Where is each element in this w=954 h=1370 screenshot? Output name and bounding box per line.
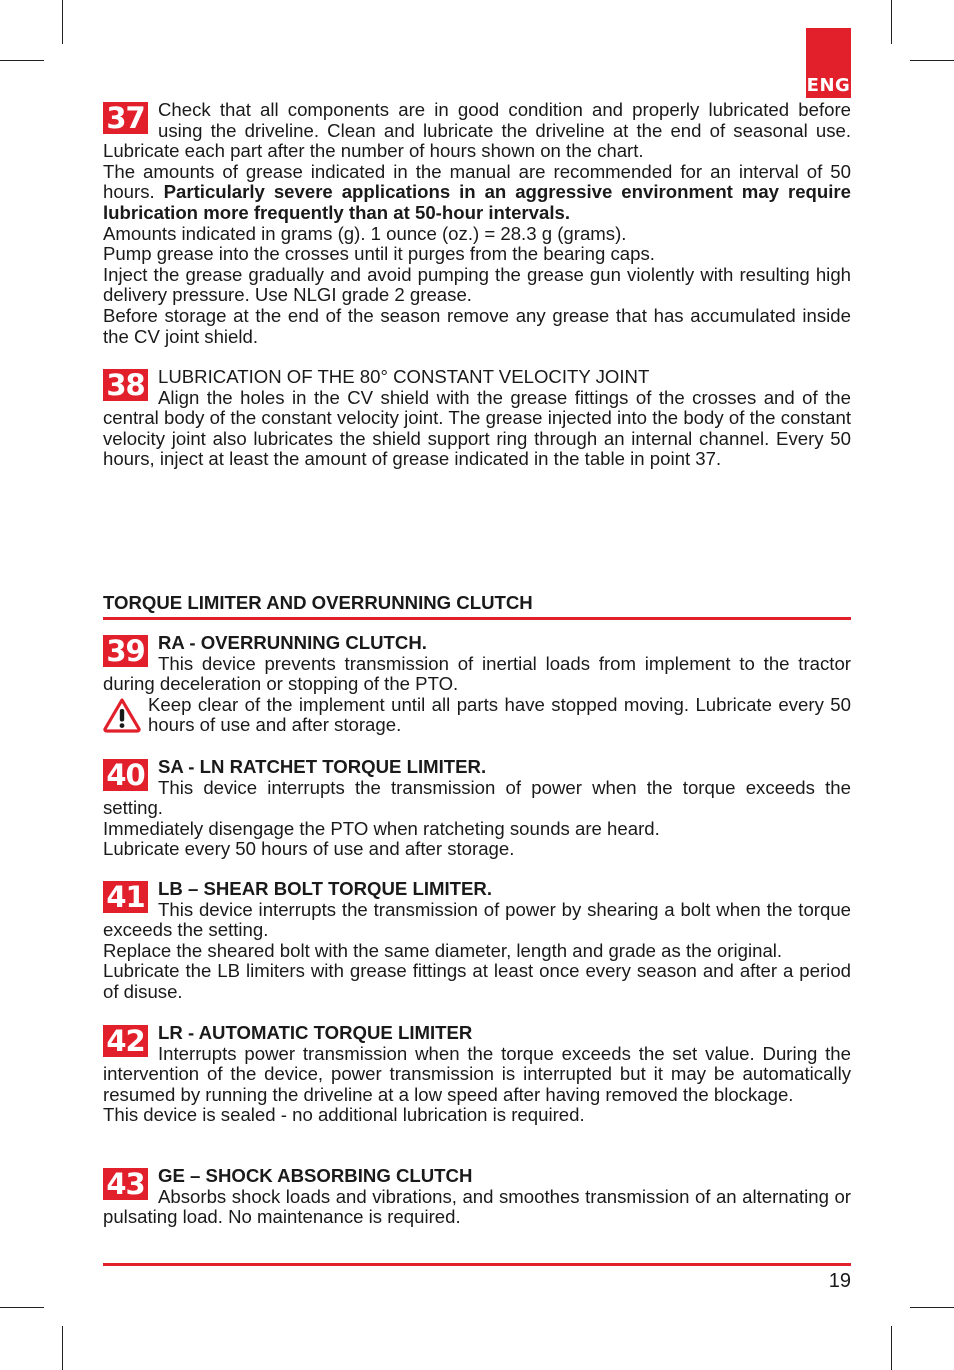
- section-40: [103, 757, 851, 860]
- step-number-43: 43: [103, 1168, 148, 1200]
- s37-paragraph-4: Pump grease into the crosses until it purges from the bearing caps.: [103, 243, 655, 265]
- step-number-40: 40: [103, 759, 148, 791]
- crop-mark: [62, 1326, 63, 1370]
- section-title: TORQUE LIMITER AND OVERRUNNING CLUTCH: [103, 592, 533, 613]
- crop-mark: [0, 60, 44, 61]
- step-number-39: 39: [103, 635, 148, 667]
- step-number-41: 41: [103, 881, 148, 913]
- s43-heading: GE – SHOCK ABSORBING CLUTCH: [158, 1165, 473, 1186]
- section-39: [103, 633, 851, 736]
- title-rule: [103, 617, 851, 620]
- s39-warning-text: Keep clear of the implement until all parts have stopped moving. Lubricate every 50 hours of use and after storage.: [148, 693, 851, 736]
- crop-mark: [910, 1307, 954, 1308]
- crop-mark: [910, 60, 954, 61]
- s40-paragraph-1: This device interrupts the transmission of power when the torque exceeds the setting.: [103, 776, 851, 819]
- s37-paragraph-2: [103, 162, 851, 224]
- s38-heading: LUBRICATION OF THE 80° CONSTANT VELOCITY JOINT: [158, 366, 650, 387]
- s37-p2-text: The amounts of grease indicated in the manual are recommended for an interval of 50 hours.: [103, 160, 851, 203]
- crop-mark: [0, 1307, 44, 1308]
- s40-heading: SA - LN RATCHET TORQUE LIMITER.: [158, 756, 487, 777]
- s37-paragraph-3: Amounts indicated in grams (g). 1 ounce (oz.) = 28.3 g (grams).: [103, 222, 627, 244]
- s42-paragraph-2: This device is sealed - no additional lubrication is required.: [103, 1104, 585, 1126]
- section-43: [103, 1166, 851, 1228]
- section-41: [103, 879, 851, 1003]
- s41-heading: LB – SHEAR BOLT TORQUE LIMITER.: [158, 878, 493, 899]
- step-number-42: 42: [103, 1025, 148, 1057]
- s37-p2-bold: Particularly severe applications in an aggressive environment may require lubrication more frequently than at 50-hour intervals.: [103, 181, 851, 223]
- s40-paragraph-2: Immediately disengage the PTO when ratcheting sounds are heard.: [103, 817, 660, 839]
- s38-paragraph-1: Align the holes in the CV shield with the grease fittings of the crosses and of the central body of the constant velocity joint. The grease injected into the body of the constant velocity joint also lubricates the shield support ring through an internal channel. Every 50 hours, inject at least the amount of grease indicated in the table in point 37.: [103, 386, 851, 470]
- s42-paragraph-1: Interrupts power transmission when the torque exceeds the set value. During the intervention of the device, power transmission is interrupted but it may be automatically resumed by running the driveline at a low speed after having removed the blockage.: [103, 1042, 851, 1105]
- s41-paragraph-3: Lubricate the LB limiters with grease fittings at least once every season and after a period of disuse.: [103, 960, 851, 1002]
- section-38: [103, 367, 851, 470]
- crop-mark: [62, 0, 63, 44]
- s37-paragraph-5: Inject the grease gradually and avoid pumping the grease gun violently with resulting high delivery pressure. Use NLGI grade 2 grease.: [103, 263, 851, 306]
- language-tab: ENG: [806, 28, 851, 98]
- page-number: 19: [828, 1270, 851, 1292]
- crop-mark: [891, 0, 892, 44]
- s42-heading: LR - AUTOMATIC TORQUE LIMITER: [158, 1022, 473, 1043]
- s37-paragraph-6: Before storage at the end of the season remove any grease that has accumulated inside the CV joint shield.: [103, 304, 851, 347]
- s41-paragraph-2: Replace the sheared bolt with the same diameter, length and grade as the original.: [103, 939, 783, 961]
- footer-rule: [103, 1263, 851, 1266]
- s39-paragraph-1: This device prevents transmission of inertial loads from implement to the tractor during deceleration or stopping of the PTO.: [103, 652, 851, 695]
- step-number-37: 37: [103, 102, 148, 134]
- s39-warning: [103, 695, 851, 736]
- s43-paragraph-1: Absorbs shock loads and vibrations, and smoothes transmission of an alternating or pulsating load. No maintenance is required.: [103, 1185, 851, 1228]
- crop-mark: [891, 1326, 892, 1370]
- step-number-38: 38: [103, 369, 148, 401]
- s37-paragraph-1: Check that all components are in good condition and properly lubricated before using the driveline. Clean and lubricate the driveline at the end of seasonal use. Lubricate each part after the number of hours shown on the chart.: [103, 99, 851, 162]
- s40-paragraph-3: Lubricate every 50 hours of use and after storage.: [103, 838, 515, 860]
- section-42: [103, 1023, 851, 1126]
- section-37: [103, 100, 851, 347]
- s41-paragraph-1: This device interrupts the transmission of power by shearing a bolt when the torque exceeds the setting.: [103, 898, 851, 941]
- warning-triangle-icon: [102, 695, 142, 735]
- s39-heading: RA - OVERRUNNING CLUTCH.: [158, 632, 427, 653]
